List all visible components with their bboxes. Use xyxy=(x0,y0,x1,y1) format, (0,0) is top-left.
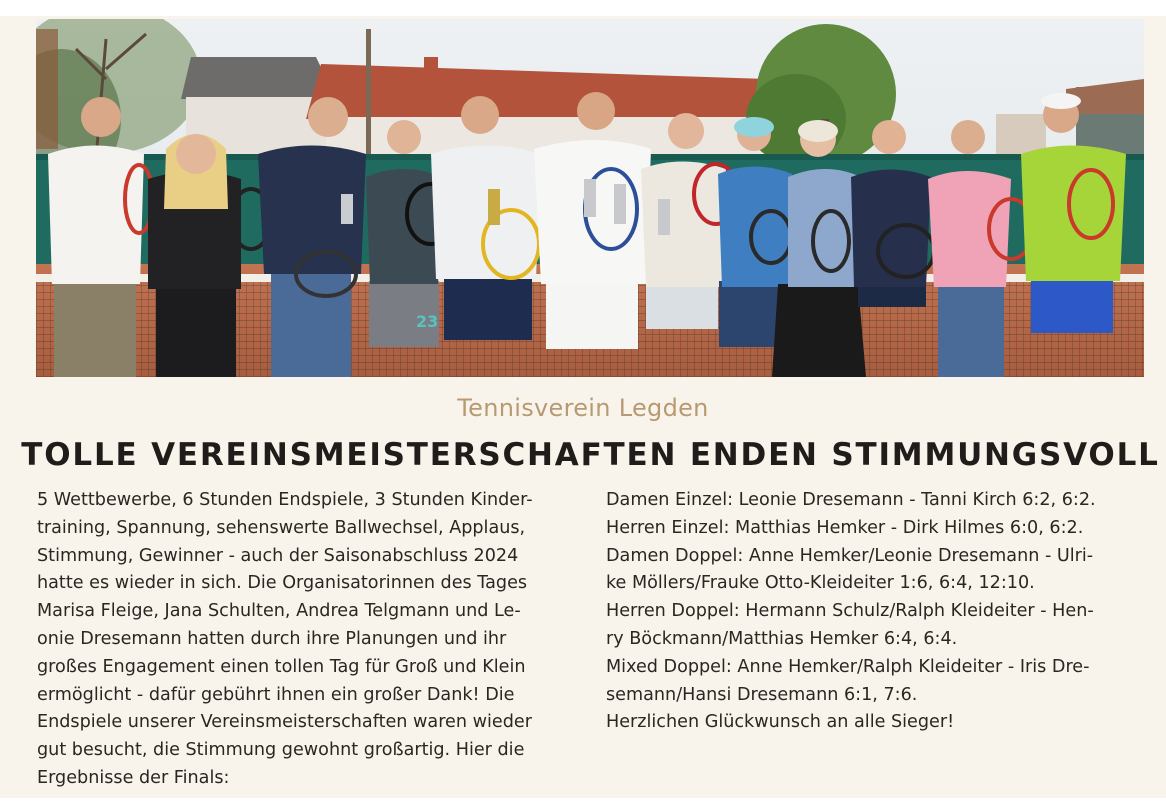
body-line: ermöglicht - dafür gebührt ihnen ein großer Dank! Die xyxy=(37,684,515,705)
body-line: training, Spannung, sehenswerte Ballwechsel, Applaus, xyxy=(37,517,526,538)
result-line-mixed-doppel-cont: semann/Hansi Dresemann 6:1, 7:6. xyxy=(606,684,918,705)
body-line: 5 Wettbewerbe, 6 Stunden Endspiele, 3 Stunden Kinder- xyxy=(37,490,533,510)
body-line: Stimmung, Gewinner - auch der Saisonabschluss 2024 xyxy=(37,545,519,566)
bottom-margin xyxy=(0,798,1166,805)
body-line: gut besucht, die Stimmung gewohnt großartig. Hier die xyxy=(37,740,525,761)
result-line-damen-doppel: Damen Doppel: Anne Hemker/Leonie Dresemann - Ulri- xyxy=(606,545,1094,566)
result-line-herren-doppel-cont: ry Böckmann/Matthias Hemker 6:4, 6:4. xyxy=(606,628,958,649)
body-line: Endspiele unserer Vereinsmeisterschaften waren wieder xyxy=(37,712,532,733)
congratulations-line: Herzlichen Glückwunsch an alle Sieger! xyxy=(606,712,955,733)
team-photo xyxy=(36,19,1144,377)
body-line: hatte es wieder in sich. Die Organisatorinnen des Tages xyxy=(37,573,528,594)
result-line-herren-einzel: Herren Einzel: Matthias Hemker - Dirk Hilmes 6:0, 6:2. xyxy=(606,517,1084,538)
result-line-mixed-doppel: Mixed Doppel: Anne Hemker/Ralph Kleideiter - Iris Dre- xyxy=(606,656,1090,677)
result-line-damen-doppel-cont: ke Möllers/Frauke Otto-Kleideiter 1:6, 6:4, 12:10. xyxy=(606,573,1035,594)
jersey-number: 23 xyxy=(416,312,439,331)
result-line-damen-einzel: Damen Einzel: Leonie Dresemann - Tanni Kirch 6:2, 6:2. xyxy=(606,490,1096,510)
top-margin xyxy=(0,0,1166,16)
body-left-column xyxy=(37,487,577,793)
result-line-herren-doppel: Herren Doppel: Hermann Schulz/Ralph Kleideiter - Hen- xyxy=(606,601,1094,622)
body-line: großes Engagement einen tollen Tag für Groß und Klein xyxy=(37,656,526,677)
body-right-column xyxy=(606,487,1146,737)
body-line: Ergebnisse der Finals: xyxy=(37,767,230,788)
headline: TOLLE VEREINSMEISTERSCHAFTEN ENDEN STIMMUNGSVOLL xyxy=(21,437,1160,473)
body-line: Marisa Fleige, Jana Schulten, Andrea Telgmann und Le- xyxy=(37,601,521,622)
body-line: onie Dresemann hatten durch ihre Planungen und ihr xyxy=(37,628,507,649)
kicker: Tennisverein Legden xyxy=(457,394,709,422)
